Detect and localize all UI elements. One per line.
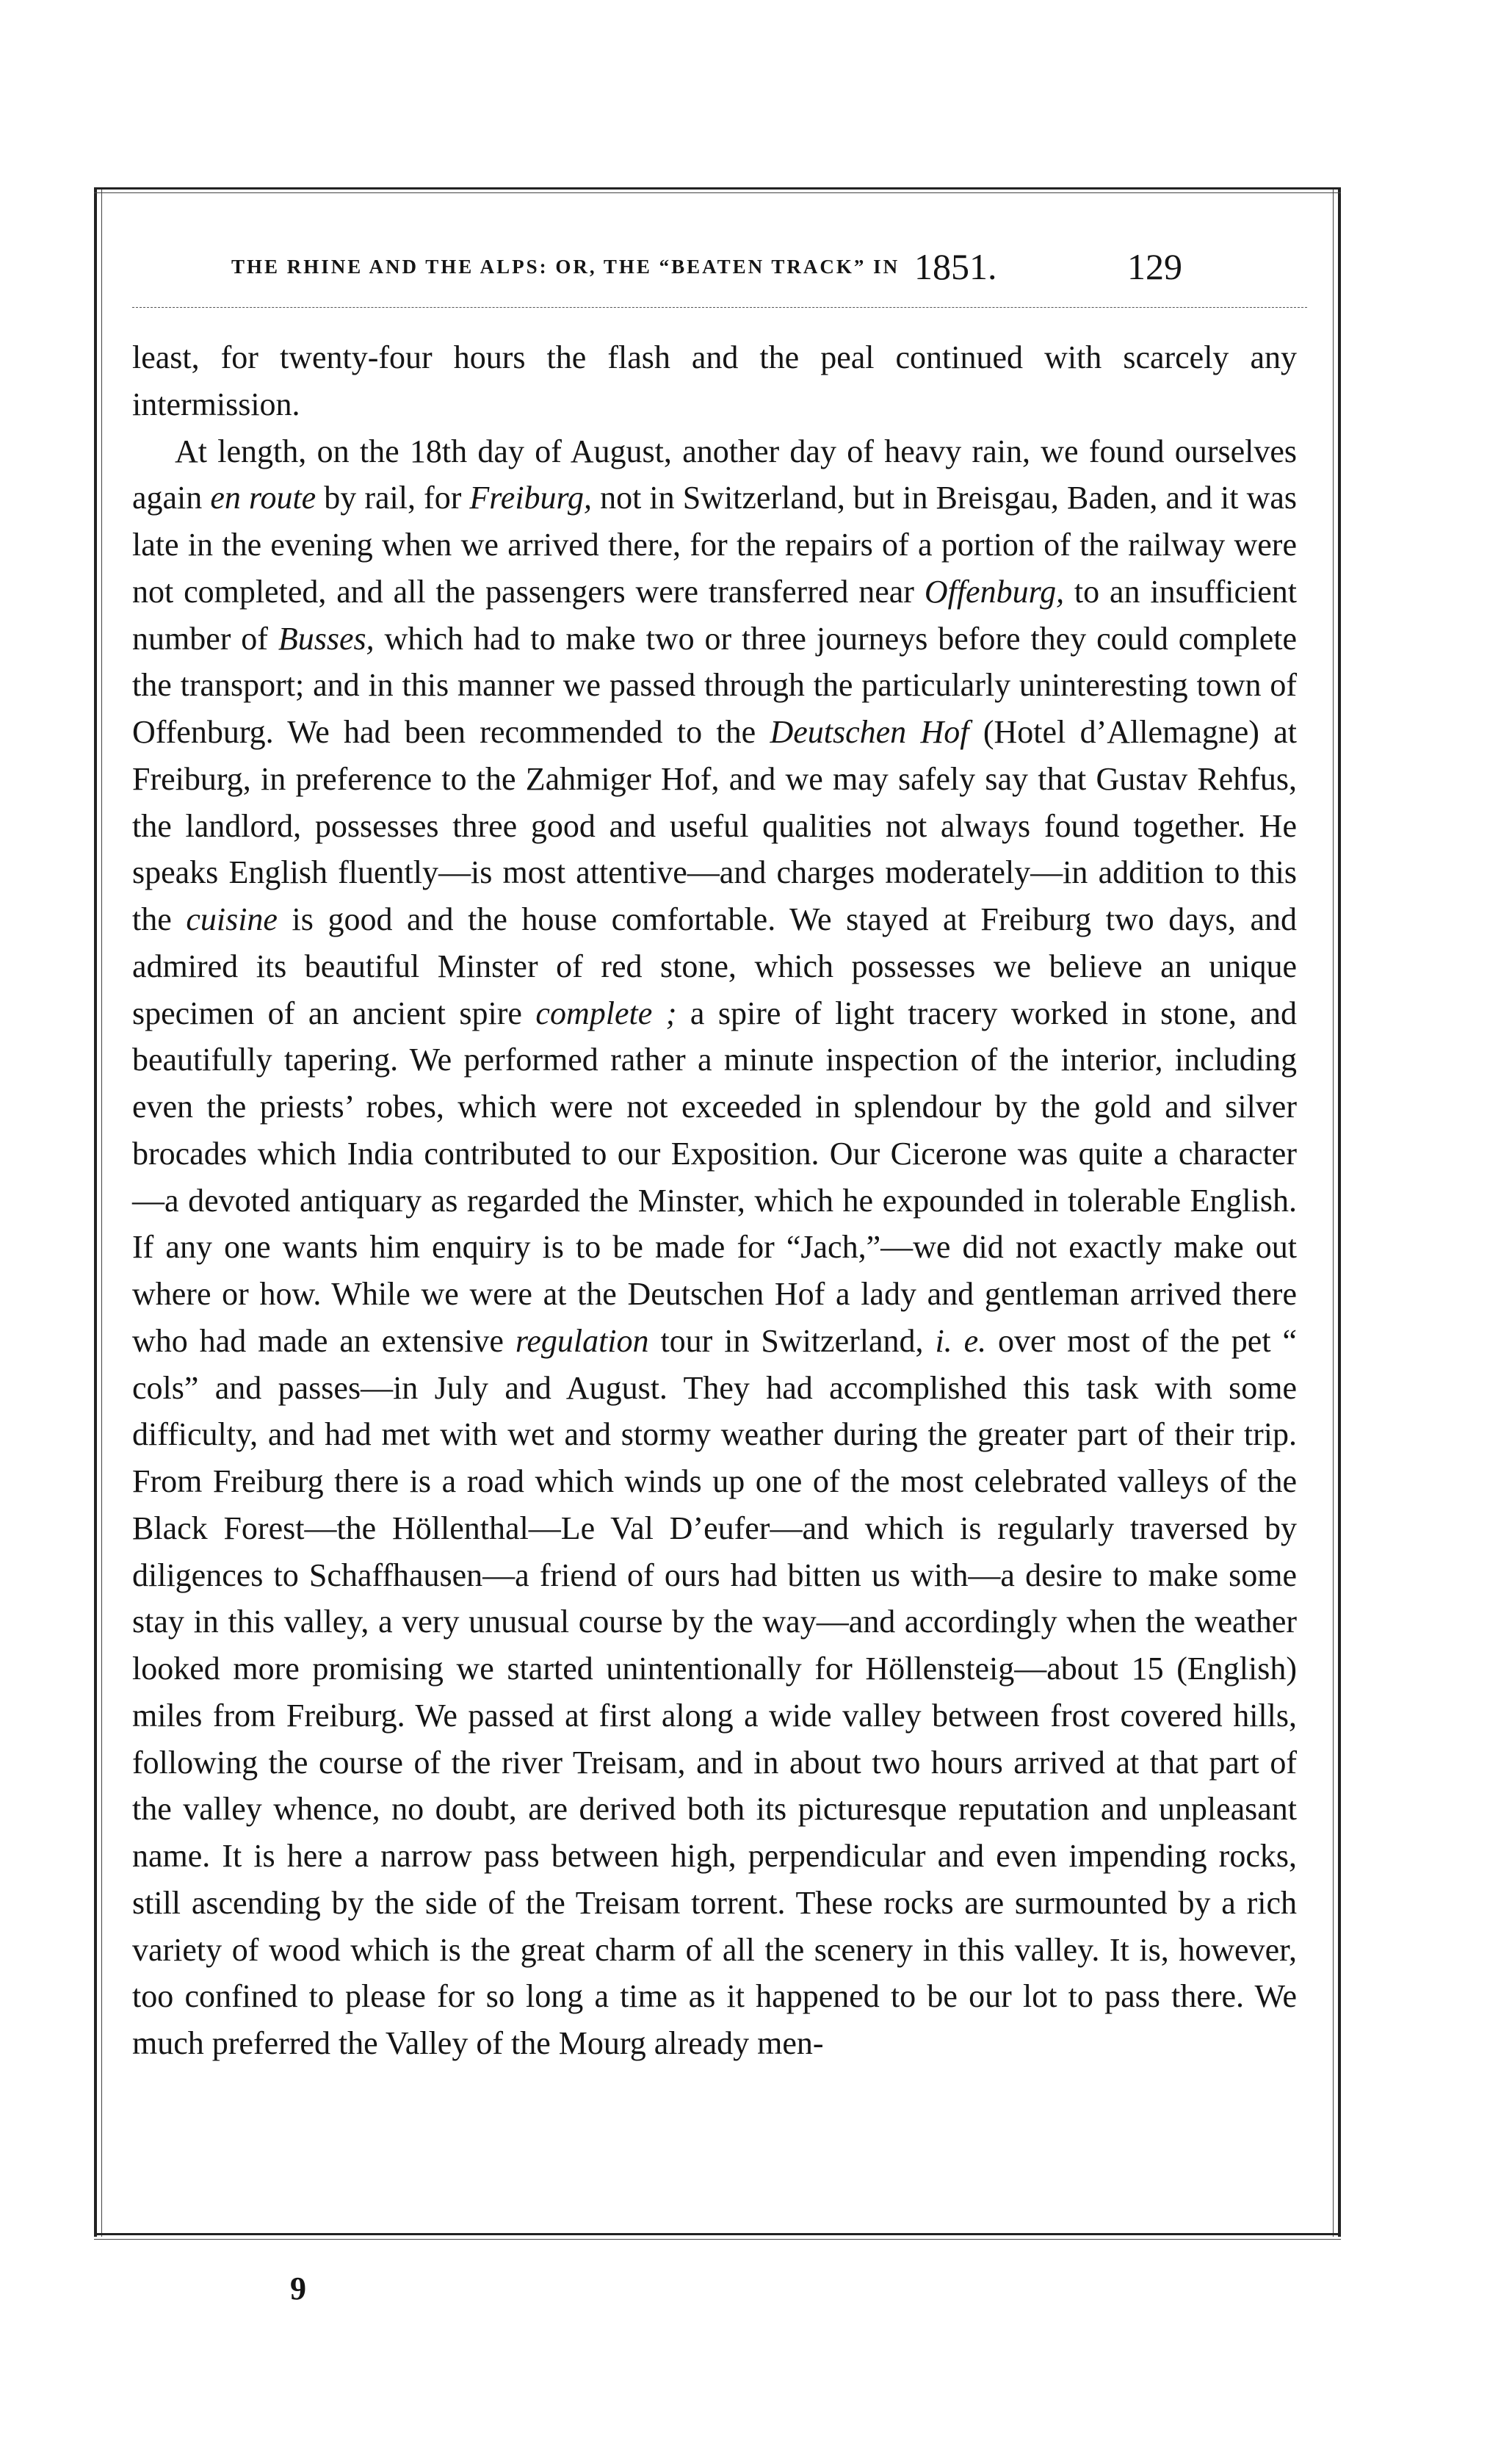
p2-text-h: a spire of light tracery worked in stone, and beautifully tapering. We performed rather a minute inspection of the interior, including even the priests’ robes, which were not exceeded in splendour by the gold and silver brocades which India contributed to our Exposition. Our Cicerone was quite a character—a devoted antiquary as regarded the Minster, which he expounded in tolerable English. If any one wants him enquiry is to be made for “Jach,”—we did not exactly make out where or how. While we were at the Deutschen Hof a lady and gentleman arrived there who had made an extensive bbox=[132, 995, 1297, 1359]
paragraph-1: least, for twenty-four hours the flash and the peal continued with scarcely any intermission. bbox=[132, 339, 1297, 422]
p2-text-j: over most of the pet “ cols” and passes—in July and August. They had accomplished this task with some difficulty, and had met with wet and stormy weather during the greater part of their trip. From Freiburg there is a road which winds up one of the most celebrated valleys of the Black Forest—the Höllenthal—Le Val D’eufer—and which is regularly traversed by diligences to Schaffhausen—a friend of ours had bitten us with—a desire to make some stay in this valley, a very unusual course by the way—and accordingly when the weather looked more promising we started unintentionally for Höllensteig—about 15 (English) miles from Freiburg. We passed at first along a wide valley between frost covered hills, following the course of the river Treisam, and in about two hours arrived at that part of the valley whence, no doubt, are derived both its picturesque reputation and unpleasant name. It is here a narrow pass between high, perpendicular and even impending rocks, still ascending by the side of the Treisam torrent. These rocks are surmounted by a rich variety of wood which is the great charm of all the scenery in this valley. It is, however, too confined to please for so long a time as it happened to be our lot to pass there. We much preferred the Valley of the Mourg already men- bbox=[132, 1322, 1298, 2061]
top-rule-thin bbox=[94, 192, 1341, 193]
p2-italic-offenburg: Offenburg, bbox=[924, 573, 1065, 610]
paragraph-2 bbox=[132, 428, 1297, 2067]
header-rule bbox=[132, 307, 1307, 308]
bottom-rule-thin bbox=[94, 2239, 1341, 2240]
signature-mark: 9 bbox=[290, 2271, 306, 2307]
running-head-title: THE RHINE AND THE ALPS: OR, THE “BEATEN TRACK” IN bbox=[231, 256, 900, 278]
bottom-rule bbox=[94, 2233, 1341, 2235]
p2-text-a: At length, on the 18th day of August, another day of heavy rain, we found ourselves again bbox=[132, 433, 1297, 516]
p2-text-g: is good and the house comfortable. We stayed at Freiburg two days, and admired its beautiful Minster of red stone, which possesses we believe an unique specimen of an ancient spire bbox=[132, 901, 1297, 1031]
p2-italic-complete: complete ; bbox=[535, 995, 677, 1031]
p2-italic-regulation: regulation bbox=[515, 1322, 649, 1359]
running-head-year: 1851. bbox=[914, 246, 997, 287]
p2-text-i: tour in Switzerland, bbox=[648, 1322, 936, 1359]
page-border-inner-right bbox=[1333, 187, 1334, 2237]
p2-text-b: by rail, for bbox=[316, 480, 470, 516]
p2-text-e: which had to make two or three journeys before they could complete the transport; and in this manner we passed through the particularly uninteresting town of Offenburg. We had been recommended to the bbox=[132, 620, 1297, 750]
page-border-inner-left bbox=[101, 187, 102, 2237]
p2-italic-freiburg: Freiburg, bbox=[469, 480, 593, 516]
p2-text-d: to an insufficient number of bbox=[132, 573, 1297, 657]
body-text bbox=[132, 334, 1297, 2067]
p2-italic-cuisine: cuisine bbox=[186, 901, 278, 937]
p2-italic-hof: Deutschen Hof bbox=[770, 714, 969, 750]
p2-italic-en-route: en route bbox=[210, 480, 316, 516]
page-number: 129 bbox=[1127, 246, 1182, 287]
top-rule bbox=[94, 187, 1341, 190]
p2-text-c: not in Switzerland, but in Breisgau, Baden, and it was late in the evening when we arrived there, for the repairs of a portion of the railway were not completed, and all the passengers were transferred near bbox=[132, 480, 1297, 610]
p2-text-f: (Hotel d’Allemagne) at Freiburg, in preference to the Zahmiger Hof, and we may safely say that Gustav Rehfus, the landlord, possesses three good and useful qualities not always found together. He speaks English fluently—is most attentive—and charges moderately—in addition to this the bbox=[132, 714, 1297, 937]
p2-italic-ie: i. e. bbox=[935, 1322, 987, 1359]
running-head bbox=[129, 246, 1296, 301]
p2-italic-busses: Busses, bbox=[278, 620, 375, 657]
